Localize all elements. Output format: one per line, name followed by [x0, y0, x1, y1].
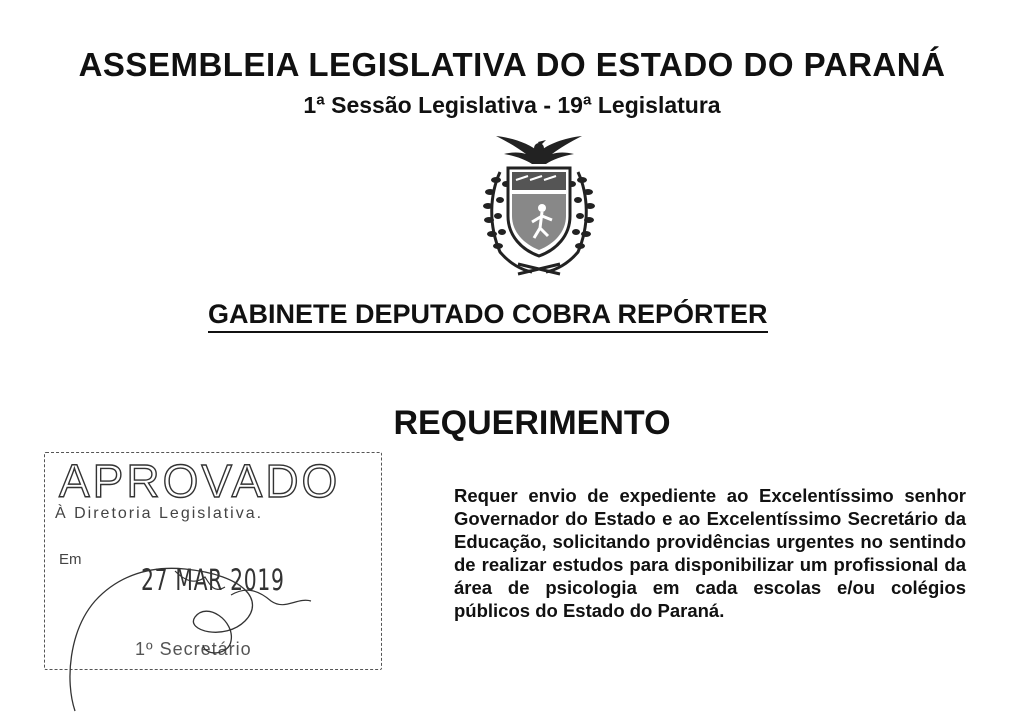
stamp-date: 27 MAR 2019 — [141, 563, 285, 597]
handwritten-signature — [35, 561, 375, 711]
parana-coat-of-arms-icon — [470, 124, 608, 280]
session-subtitle: 1ª Sessão Legislativa - 19ª Legislatura — [303, 92, 721, 118]
stamp-status: APROVADO — [59, 455, 341, 507]
stamp-signatory: 1º Secretário — [135, 639, 252, 659]
document-type-heading: REQUERIMENTO — [393, 404, 671, 442]
office-heading: GABINETE DEPUTADO COBRA REPÓRTER — [208, 298, 768, 333]
assembly-title: ASSEMBLEIA LEGISLATIVA DO ESTADO DO PARANÁ — [78, 46, 946, 83]
approval-stamp — [44, 452, 382, 670]
stamp-date-label: Em — [59, 551, 82, 568]
stamp-destination: À Diretoria Legislativa. — [55, 505, 264, 522]
request-summary: Requer envio de expediente ao Excelentíssimo senhor Governador do Estado e ao Excelentíssimo Secretário da Educação, solicitando providências urgentes no sentindo de realizar estudos para disponibilizar um profissional da área de psicologia em cada escolas e/ou colégios públicos do Estado do Paraná. — [454, 485, 966, 621]
